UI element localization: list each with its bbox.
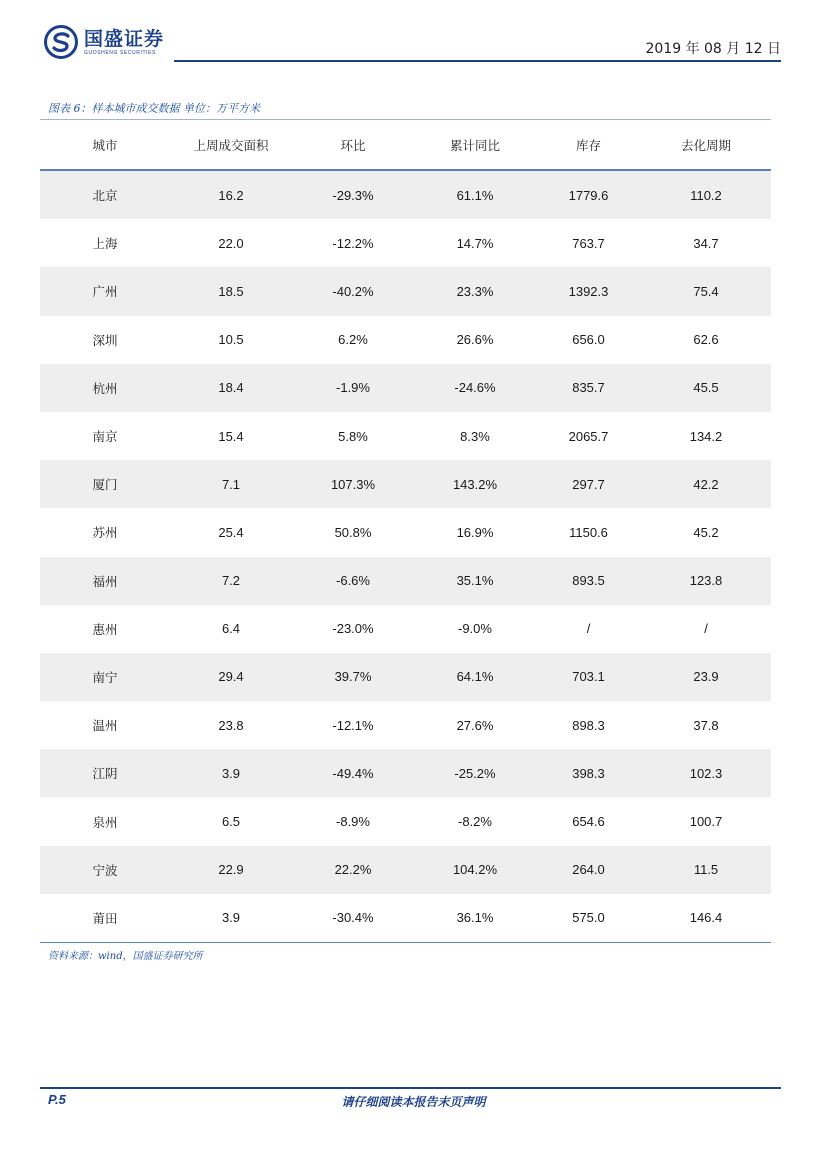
table-cell: 123.8 [641,557,771,605]
city-cell: 莆田 [40,894,170,943]
city-cell: 广州 [40,267,170,315]
table-cell: 23.8 [218,717,244,733]
table-body [40,170,771,943]
table-cell: 398.3 [536,749,641,797]
footer-divider [40,1087,781,1089]
table-cell: 18.4 [170,364,292,412]
table-cell: 45.2 [693,524,719,540]
logo-subtext: GUOSHENG SECURITIES [84,49,156,56]
table-cell: 654.6 [572,814,605,830]
table-cell: 22.0 [218,235,244,251]
column-header: 累计同比 [414,120,536,170]
table-row [40,219,771,267]
table-cell: -24.6% [414,364,536,412]
table-cell: 42.2 [641,460,771,508]
city-cell: 南京 [92,429,118,445]
table-cell: 3.9 [170,894,292,943]
table-cell: 1779.6 [536,170,641,219]
table-cell: 656.0 [572,332,605,348]
table-row [40,508,771,556]
city-cell: 福州 [40,557,170,605]
table-cell: 16.2 [170,170,292,219]
table-cell: 7.2 [170,557,292,605]
table-row [40,267,771,315]
table-row [40,460,771,508]
table-header-row [40,120,771,170]
city-cell: 杭州 [40,364,170,412]
city-cell: 上海 [92,236,118,252]
table-cell: 6.5 [221,814,241,830]
table-row [40,557,771,605]
table-cell: -25.2% [414,749,536,797]
table-cell: -1.9% [292,364,414,412]
table-cell: 14.7% [456,235,494,251]
guosheng-logo-icon [44,25,78,59]
table-cell: 1392.3 [536,267,641,315]
table-cell: -23.0% [332,621,374,637]
city-cell: 泉州 [92,814,118,830]
table-cell: 3.9 [170,749,292,797]
table-cell: 104.2% [414,846,536,894]
table-cell: 1150.6 [569,524,608,540]
table-cell: -6.6% [292,557,414,605]
table-cell: 297.7 [536,460,641,508]
city-cell: 江阴 [40,749,170,797]
table-cell: 16.9% [456,524,494,540]
table-cell: -9.0% [458,621,492,637]
table-cell: -30.4% [292,894,414,943]
table-cell: 763.7 [572,235,605,251]
column-header: 城市 [40,120,170,170]
table-cell: 8.3% [460,428,490,444]
table-cell: 36.1% [414,894,536,943]
column-header: 去化周期 [641,120,771,170]
table-cell: 107.3% [292,460,414,508]
table-cell: / [586,621,591,637]
table-cell: 146.4 [641,894,771,943]
table-cell: -8.9% [336,814,370,830]
table-row [40,412,771,460]
table-cell: 39.7% [292,653,414,701]
table-cell: 102.3 [641,749,771,797]
table-row [40,894,771,943]
table-cell: 2065.7 [568,428,609,444]
city-transaction-table [40,120,771,943]
table-cell: 35.1% [414,557,536,605]
table-cell: 22.2% [292,846,414,894]
table-cell: 100.7 [689,814,723,830]
source-note: 资料来源：wind，国盛证券研究所 [48,951,203,962]
table-cell: 29.4 [170,653,292,701]
table-row [40,605,771,653]
table-row [40,364,771,412]
table-cell: 143.2% [414,460,536,508]
header-divider [174,60,781,62]
table-row [40,749,771,797]
table-row [40,653,771,701]
table-row [40,170,771,219]
table-cell: 23.3% [414,267,536,315]
table-cell: 27.6% [456,717,494,733]
table-cell: -8.2% [458,814,492,830]
table-row [40,701,771,749]
city-cell: 南宁 [40,653,170,701]
table-cell: 5.8% [338,428,368,444]
table-cell: 37.8 [693,717,719,733]
table-row [40,846,771,894]
table-cell: -12.2% [332,235,374,251]
table-cell: 10.5 [218,332,244,348]
table-cell: 134.2 [689,428,723,444]
table-cell: 6.2% [338,332,368,348]
table-cell: 6.4 [221,621,241,637]
table-cell: / [704,621,708,637]
table-cell: -29.3% [292,170,414,219]
city-cell: 深圳 [92,332,118,348]
table-cell: 835.7 [536,364,641,412]
table-cell: 703.1 [536,653,641,701]
table-cell: 50.8% [334,524,372,540]
table-cell: -49.4% [292,749,414,797]
report-date: 2019 年 08 月 12 日 [645,41,781,57]
table-cell: 11.5 [641,846,771,894]
table-cell: 110.2 [641,170,771,219]
table-row [40,797,771,845]
city-cell: 苏州 [92,525,118,541]
city-cell: 温州 [92,718,118,734]
city-cell: 北京 [40,170,170,219]
table-row [40,316,771,364]
table-cell: 25.4 [218,524,244,540]
table-cell: 34.7 [693,235,719,251]
table-cell: 898.3 [572,717,605,733]
table-cell: -40.2% [292,267,414,315]
table-cell: 18.5 [170,267,292,315]
table-cell: -12.1% [332,717,374,733]
table-cell: 26.6% [456,332,494,348]
city-cell: 厦门 [40,460,170,508]
company-logo [44,24,164,60]
logo-text: 国盛证券 [84,27,165,50]
table-cell: 62.6 [693,332,719,348]
city-cell: 惠州 [92,621,118,637]
table-cell: 64.1% [414,653,536,701]
table-cell: 264.0 [536,846,641,894]
disclaimer-text: 请仔细阅读本报告末页声明 [341,1095,486,1109]
table-cell: 61.1% [414,170,536,219]
table-cell: 75.4 [641,267,771,315]
table-cell: 575.0 [536,894,641,943]
column-header: 库存 [536,120,641,170]
column-header: 环比 [292,120,414,170]
city-cell: 宁波 [40,846,170,894]
page-number: P.5 [48,1092,66,1107]
table-cell: 45.5 [641,364,771,412]
column-header: 上周成交面积 [170,120,292,170]
figure-caption: 图表 6：样本城市成交数据 单位：万平方米 [48,102,260,115]
table-cell: 22.9 [170,846,292,894]
table-cell: 893.5 [536,557,641,605]
table-cell: 7.1 [170,460,292,508]
table-cell: 23.9 [641,653,771,701]
table-cell: 15.4 [218,428,244,444]
